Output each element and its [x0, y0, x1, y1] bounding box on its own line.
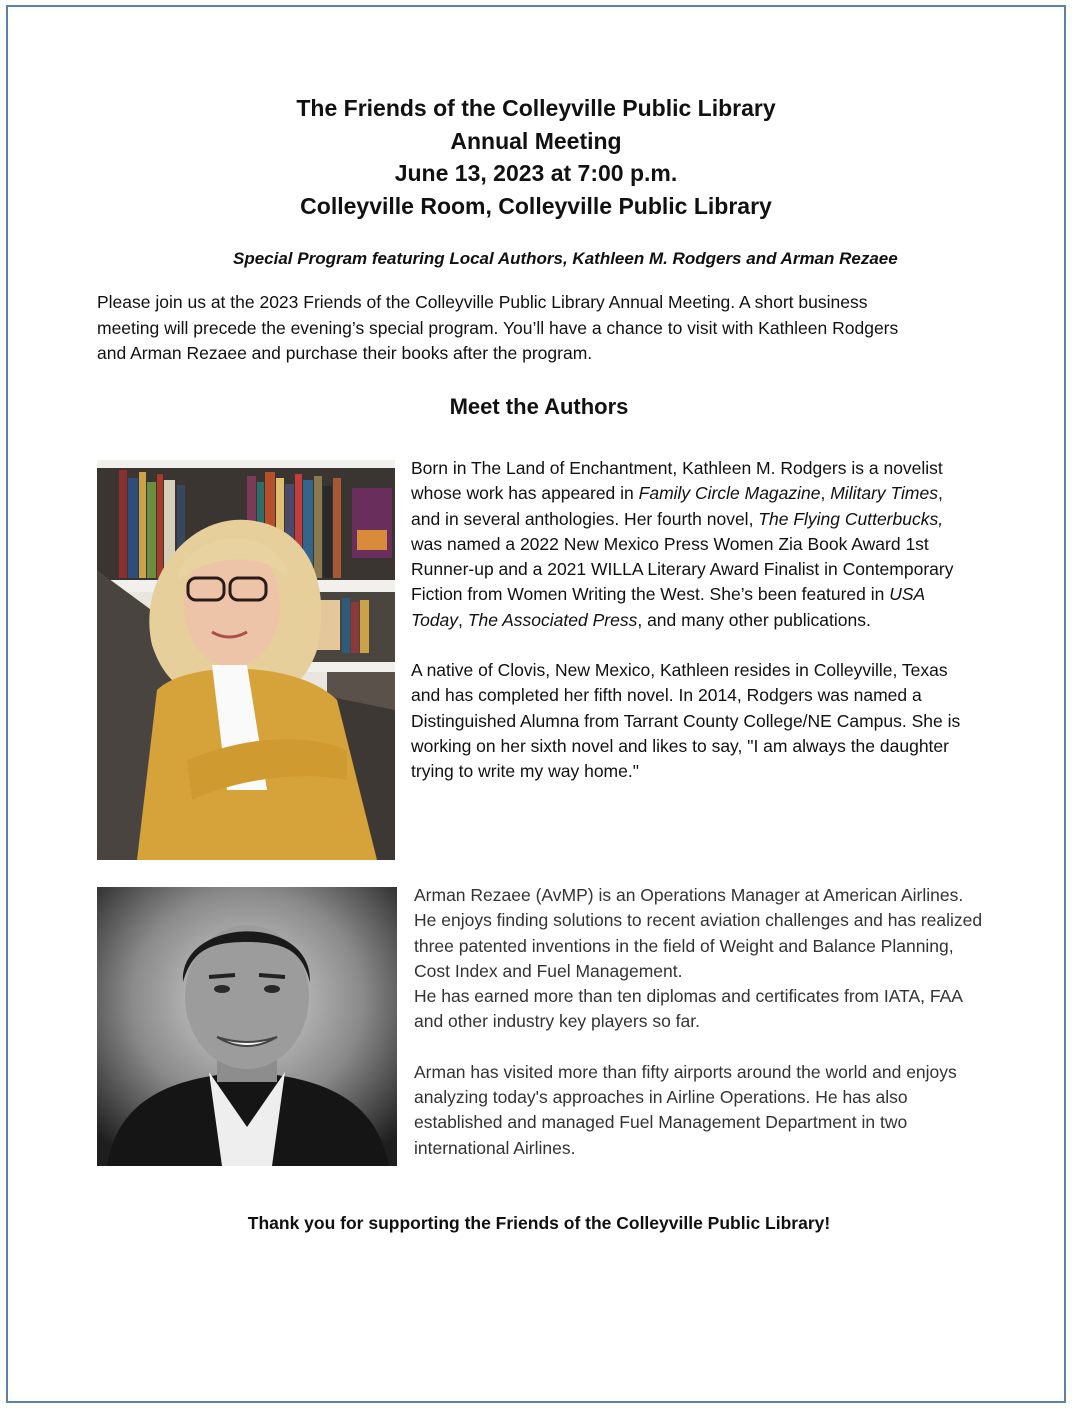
author-photo-arman	[97, 887, 397, 1166]
meeting-date: June 13, 2023 at 7:00 p.m.	[394, 160, 678, 186]
special-program-line: Special Program featuring Local Authors, Kathleen M. Rodgers and Arman Rezaee	[233, 249, 898, 268]
meeting-title: Annual Meeting	[450, 127, 622, 154]
bio-text: was named a 2022 New Mexico Press Women Zia Book Award 1st Runner-up and a 2021 WILLA Literary Award Finalist in Contemporary Fiction from Women Writing the West. She’s been featured in	[411, 533, 954, 605]
publication-title: Family Circle Magazine	[638, 483, 821, 504]
intro-line: meeting will precede the evening’s special program. You’ll have a chance to visit with Kathleen Rodgers	[97, 317, 899, 338]
kathleen-bio-paragraph: A native of Clovis, New Mexico, Kathleen resides in Colleyville, Texas and has completed her fifth novel. In 2014, Rodgers was named a Distinguished Alumna from Tarrant County College/NE Campus. She is working on her sixth novel and likes to say, "I am always the daughter trying to write my way home."	[411, 660, 961, 782]
event-header	[0, 92, 1072, 222]
publication-title: The Associated Press	[467, 609, 638, 630]
author-photo-kathleen	[97, 460, 395, 860]
arman-bio-paragraph: Arman has visited more than fifty airports around the world and enjoys analyzing today's approaches in Airline Operations. He has also established and managed Fuel Management Department in two international Airlines.	[414, 1061, 957, 1158]
meeting-location: Colleyville Room, Colleyville Public Library	[300, 192, 772, 219]
arman-bio-paragraph: Arman Rezaee (AvMP) is an Operations Manager at American Airlines. He enjoys finding solutions to recent aviation challenges and has realized three patented inventions in the field of Weight and Balance Planning, Cost Index and Fuel Management.	[414, 885, 983, 981]
arman-bio	[414, 883, 989, 1161]
bio-text: ,	[820, 483, 831, 504]
intro-paragraph	[97, 290, 987, 367]
thank-you-line: Thank you for supporting the Friends of the Colleyville Public Library!	[247, 1213, 831, 1233]
publication-title: USA Today	[411, 584, 925, 630]
meet-authors-heading: Meet the Authors	[449, 394, 629, 419]
intro-line: and Arman Rezaee and purchase their books after the program.	[97, 343, 593, 363]
bio-text: , and many other publications.	[637, 609, 871, 630]
kathleen-bio	[411, 456, 971, 785]
kathleen-bio-paragraph	[411, 456, 971, 633]
book-title: The Flying Cutterbucks,	[758, 508, 944, 529]
bio-text: ,	[458, 609, 468, 630]
intro-line: Please join us at the 2023 Friends of the Colleyville Public Library Annual Meeting. A short business	[97, 292, 868, 312]
publication-title: Military Times	[830, 483, 938, 504]
arman-bio-paragraph: He has earned more than ten diplomas and certificates from IATA, FAA and other industry key players so far.	[414, 986, 962, 1032]
bio-text: Born in The Land of Enchantment, Kathleen M. Rodgers is a novelist whose work has appeared in	[411, 458, 943, 504]
bio-text: , and in several anthologies. Her fourth novel,	[411, 483, 943, 529]
organization-title: The Friends of the Colleyville Public Library	[296, 95, 776, 121]
